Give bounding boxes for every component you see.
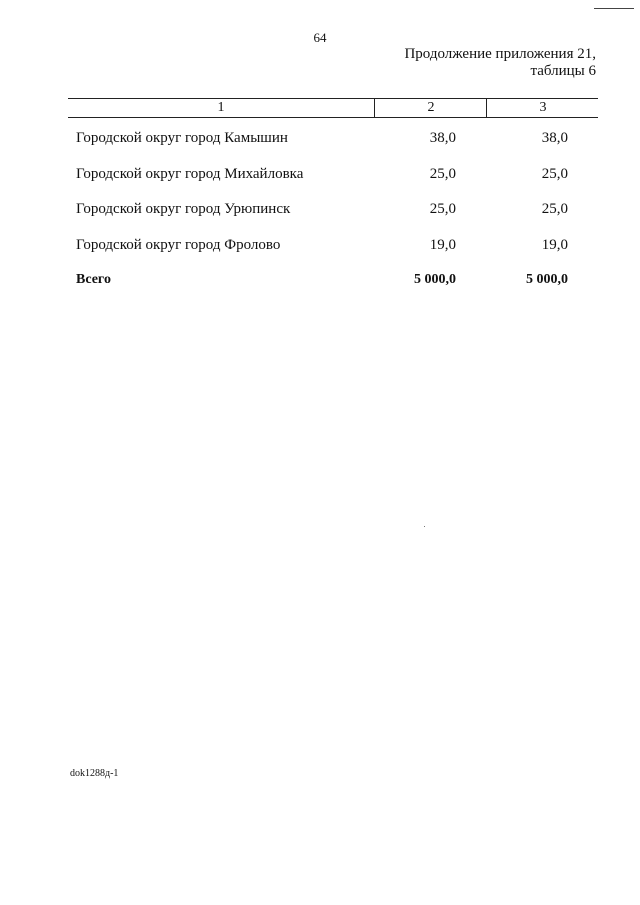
row-value-col3: 25,0: [541, 201, 568, 217]
table-header: [68, 98, 598, 118]
row-value-col3: 38,0: [541, 130, 568, 146]
document-code: dok1288д-1: [70, 768, 119, 779]
row-value-col2: 19,0: [429, 237, 456, 253]
row-value-col3: 19,0: [541, 237, 568, 253]
row-value-col2: 25,0: [429, 201, 456, 217]
header-col-2: 2: [374, 99, 487, 117]
continuation-note: [404, 46, 596, 80]
row-name: Городской округ город Михайловка: [76, 166, 304, 182]
table-row: [0, 199, 640, 219]
row-name: Городской округ город Урюпинск: [76, 201, 291, 217]
row-name: Городской округ город Фролово: [76, 237, 281, 253]
row-value-col2: 25,0: [429, 166, 456, 182]
continuation-line-2: таблицы 6: [530, 63, 596, 79]
total-value-col2: 5 000,0: [414, 272, 456, 287]
header-col-1: 1: [217, 100, 225, 115]
scan-edge-mark: [594, 8, 634, 9]
row-value-col3: 25,0: [541, 166, 568, 182]
table-row: [0, 128, 640, 148]
table-row: [0, 235, 640, 255]
header-col-3: 3: [486, 99, 599, 117]
row-value-col2: 38,0: [429, 130, 456, 146]
row-name: Городской округ город Камышин: [76, 130, 288, 146]
table-row: [0, 164, 640, 184]
total-value-col3: 5 000,0: [526, 272, 568, 287]
page-number: 64: [313, 30, 327, 45]
table-total-row: [0, 270, 640, 290]
continuation-line-1: Продолжение приложения 21,: [404, 46, 596, 62]
scan-speck: [424, 526, 425, 527]
total-label: Всего: [76, 272, 111, 287]
